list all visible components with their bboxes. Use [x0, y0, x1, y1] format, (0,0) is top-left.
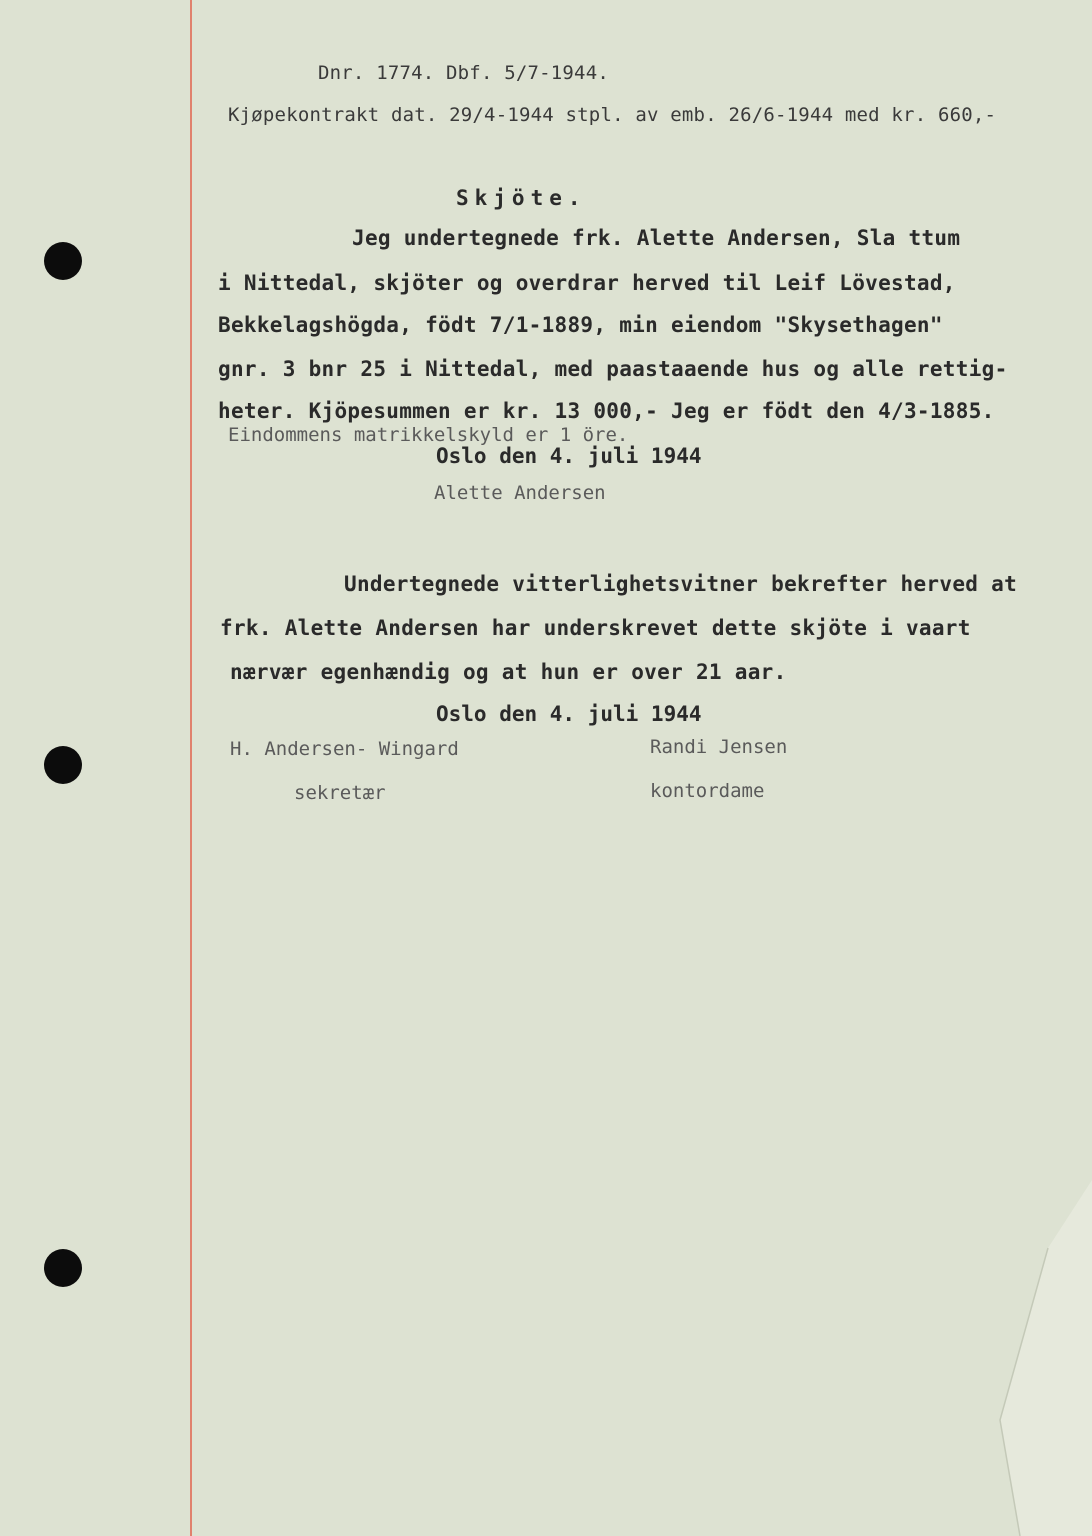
punch-hole-icon	[44, 1249, 82, 1287]
contract-line: Kjøpekontrakt dat. 29/4-1944 stpl. av emb. 26/6-1944 med kr. 660,-	[228, 104, 997, 126]
witness-line: frk. Alette Andersen har underskrevet dette skjöte i vaart	[220, 616, 971, 640]
witness-name: H. Andersen- Wingard	[230, 738, 459, 760]
seller-signature: Alette Andersen	[434, 482, 606, 504]
margin-rule	[190, 0, 192, 1536]
witness-title: sekretær	[294, 782, 386, 804]
document-title: Skjöte.	[456, 186, 587, 210]
punch-hole-icon	[44, 242, 82, 280]
registry-line: Dnr. 1774. Dbf. 5/7-1944.	[318, 62, 609, 84]
matrikkel-note: Eindommens matrikkelskyld er 1 öre.	[228, 424, 629, 446]
witness-line: nærvær egenhændig og at hun er over 21 aar.	[230, 660, 787, 684]
body-line: i Nittedal, skjöter og overdrar herved til Leif Lövestad,	[218, 271, 956, 295]
punch-hole-icon	[44, 746, 82, 784]
body-line: Bekkelagshögda, födt 7/1-1889, min eiendom "Skysethagen"	[218, 313, 943, 337]
witness-name: Randi Jensen	[650, 736, 788, 758]
witness-title: kontordame	[650, 780, 765, 802]
body-line: gnr. 3 bnr 25 i Nittedal, med paastaaende hus og alle rettig-	[218, 357, 1008, 381]
witness-line: Undertegnede vitterlighetsvitner bekrefter herved at	[344, 572, 1018, 596]
body-line: Jeg undertegnede frk. Alette Andersen, Sla ttum	[352, 226, 961, 250]
body-line: heter. Kjöpesummen er kr. 13 000,- Jeg er födt den 4/3-1885.	[218, 399, 995, 423]
place-date: Oslo den 4. juli 1944	[436, 702, 702, 726]
place-date: Oslo den 4. juli 1944	[436, 444, 702, 468]
